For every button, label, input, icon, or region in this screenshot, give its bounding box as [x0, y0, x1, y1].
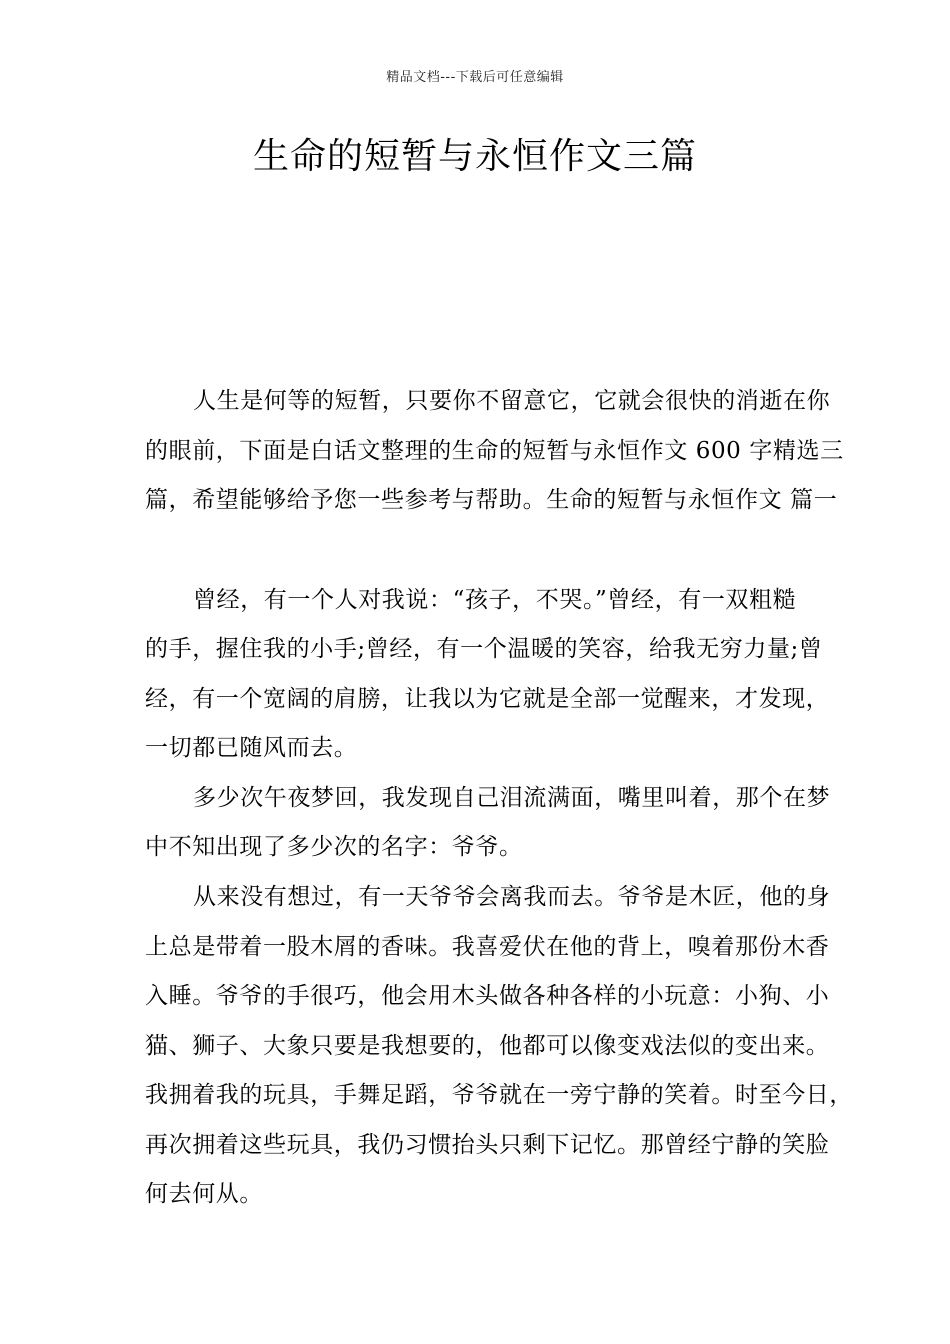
document-title: 生命的短暂与永恒作文三篇 — [252, 136, 697, 177]
paragraph-1-line-1: 人生是何等的短暂，只要你不留意它，它就会很快的消逝在你 — [193, 388, 831, 414]
paragraph-1-line-2: 的眼前，下面是白话文整理的生命的短暂与永恒作文 600 字精选三 — [145, 438, 844, 464]
paragraph-4-line-3: 入睡。爷爷的手很巧，他会用木头做各种各样的小玩意：小狗、小 — [145, 983, 830, 1009]
paragraph-4-line-7: 何去何从。 — [145, 1181, 263, 1207]
paragraph-4-line-4: 猫、狮子、大象只要是我想要的，他都可以像变戏法似的变出来。 — [145, 1033, 830, 1059]
paragraph-1-line-3: 篇，希望能够给予您一些参考与帮助。生命的短暂与永恒作文 篇一 — [145, 487, 838, 513]
page-header: 精品文档---下载后可任意编辑 — [386, 70, 564, 85]
paragraph-2-line-1: 曾经，有一个人对我说：“孩子，不哭。”曾经，有一双粗糙 — [193, 587, 797, 613]
paragraph-2-line-3: 经，有一个宽阔的肩膀，让我以为它就是全部一觉醒来，才发现， — [145, 686, 830, 712]
paragraph-4-line-1: 从来没有想过，有一天爷爷会离我而去。爷爷是木匠，他的身 — [193, 884, 831, 910]
paragraph-4-line-5: 我拥着我的玩具，手舞足蹈，爷爷就在一旁宁静的笑着。时至今日， — [145, 1082, 853, 1108]
paragraph-2-line-2: 的手，握住我的小手;曾经，有一个温暖的笑容，给我无穷力量;曾 — [145, 636, 823, 662]
paragraph-4-line-2: 上总是带着一股木屑的香味。我喜爱伏在他的背上，嗅着那份木香 — [145, 934, 830, 960]
paragraph-4-line-6: 再次拥着这些玩具，我仍习惯抬头只剩下记忆。那曾经宁静的笑脸 — [145, 1132, 830, 1158]
paragraph-3-line-1: 多少次午夜梦回，我发现自己泪流满面，嘴里叫着，那个在梦 — [193, 785, 831, 811]
paragraph-3-line-2: 中不知出现了多少次的名字：爷爷。 — [145, 834, 523, 860]
paragraph-2-line-4: 一切都已随风而去。 — [145, 735, 358, 761]
